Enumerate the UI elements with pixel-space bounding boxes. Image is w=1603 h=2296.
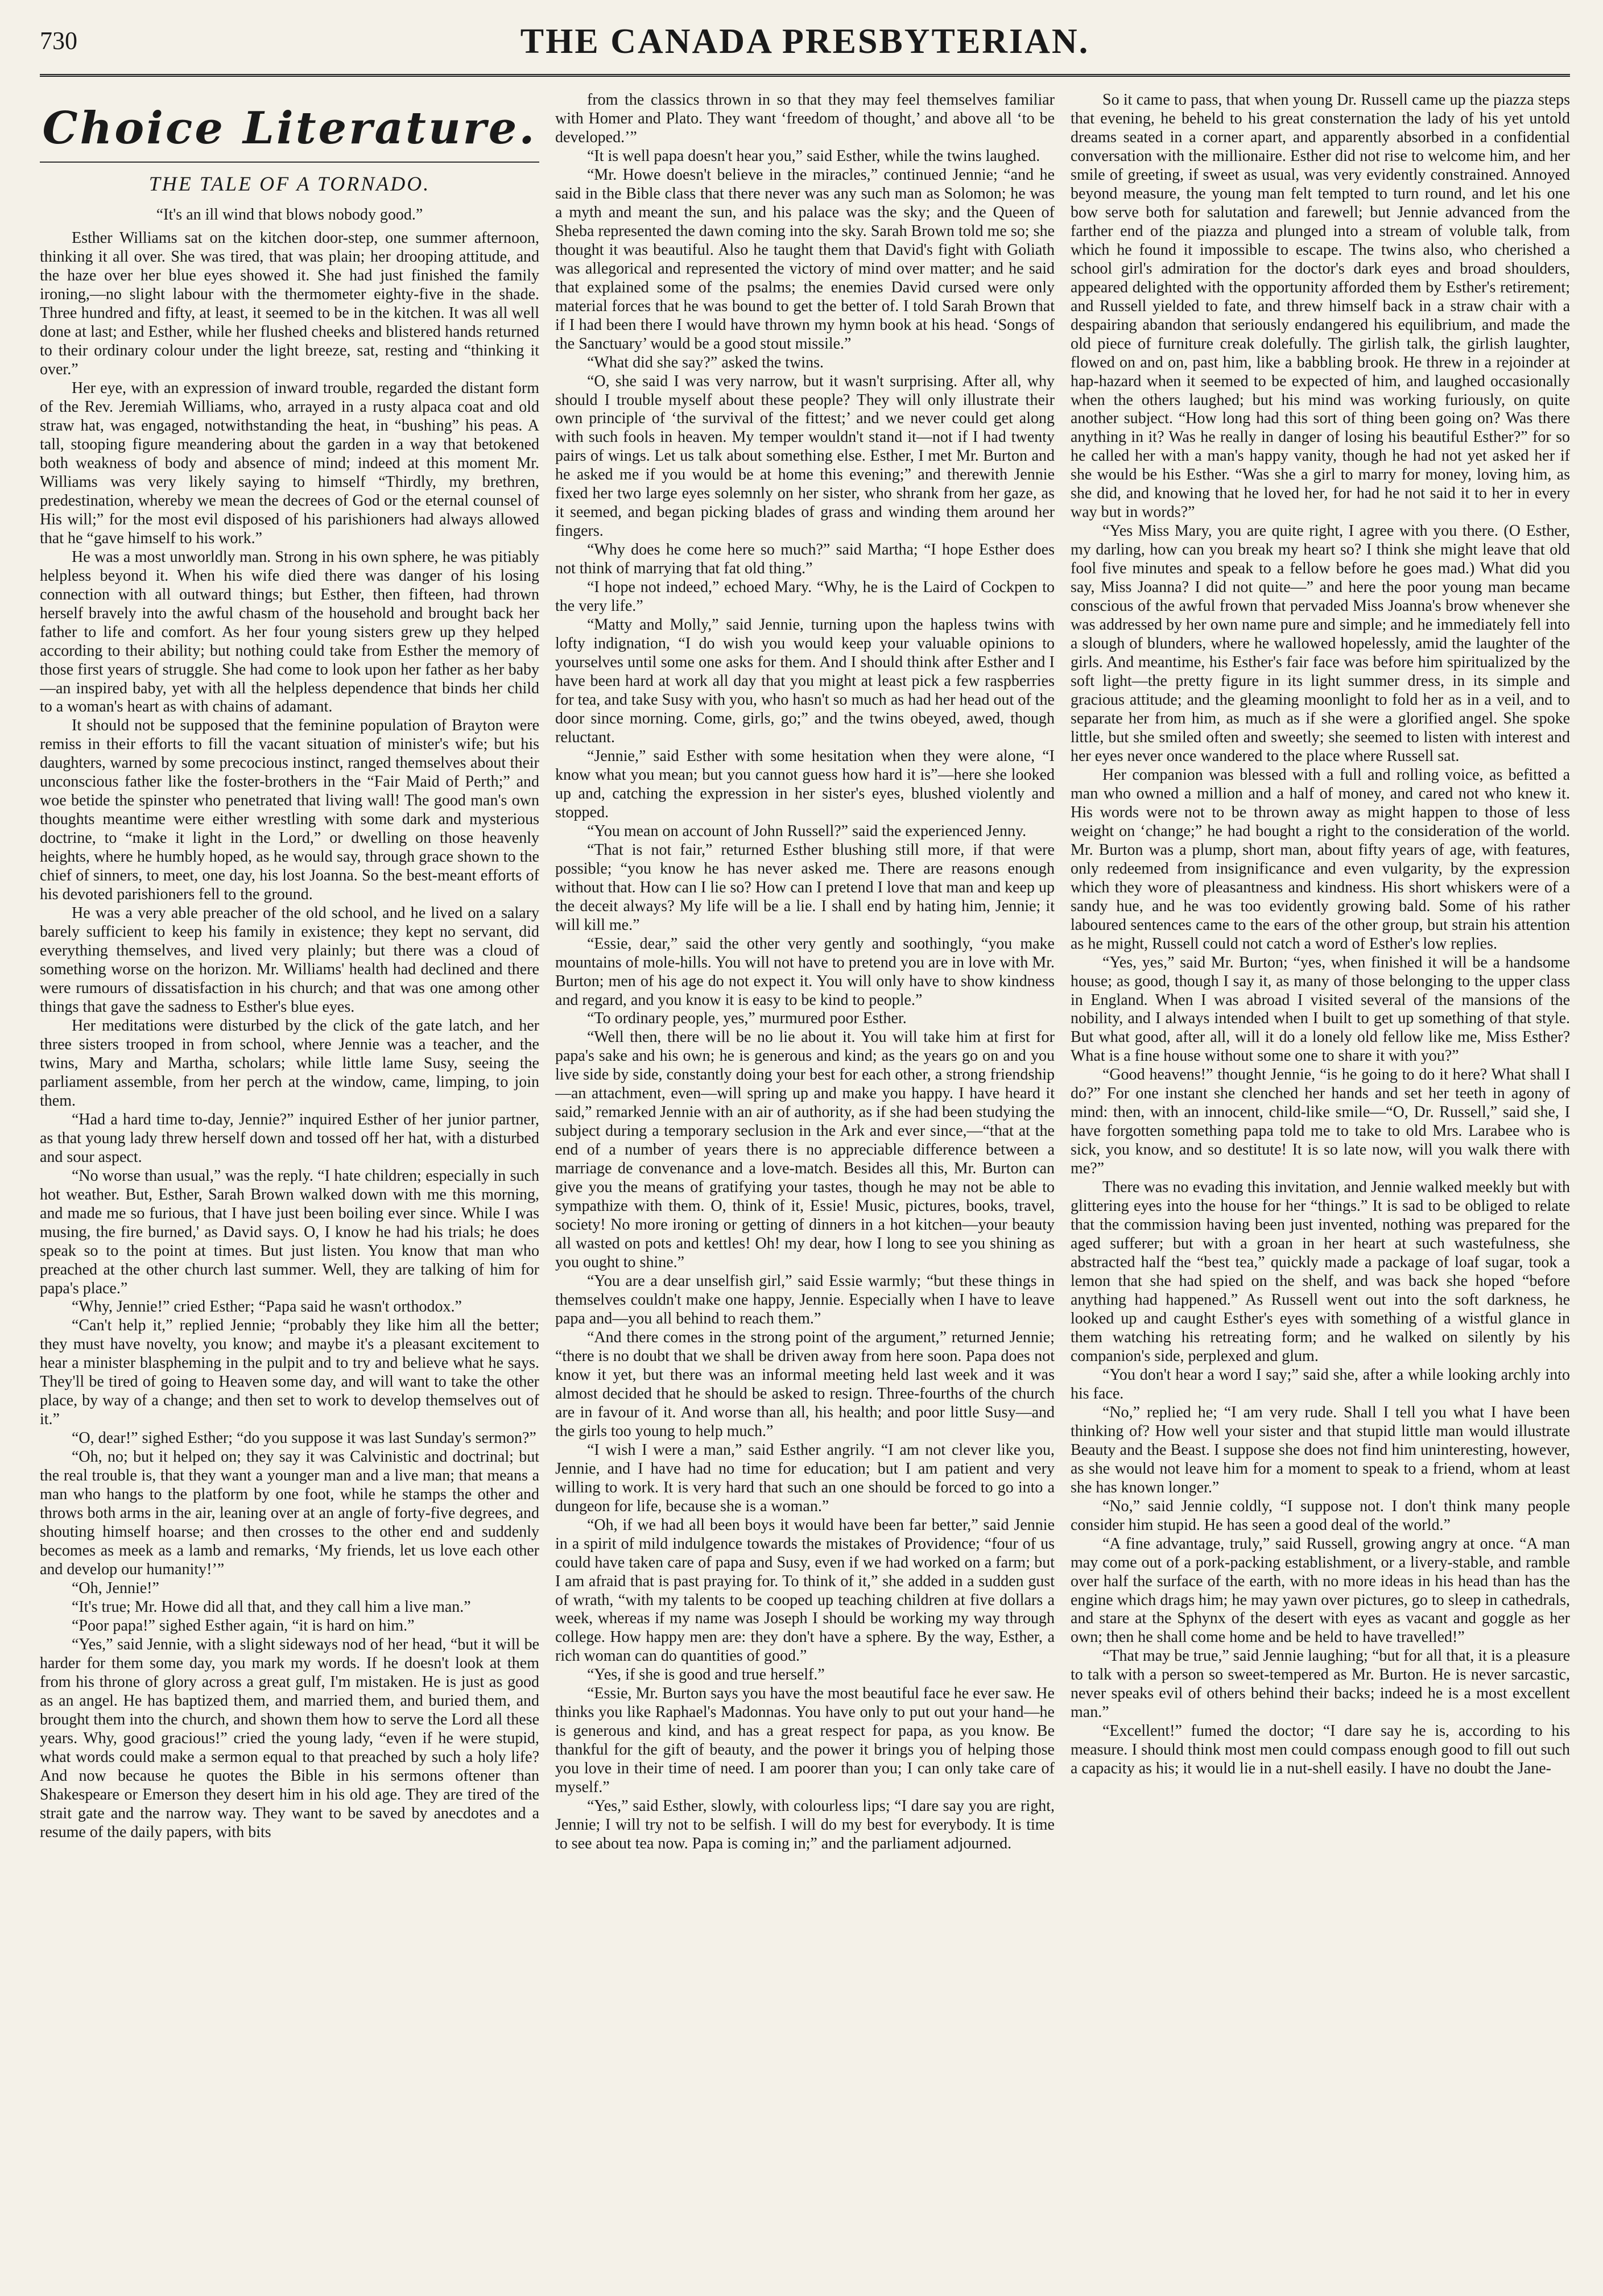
column-1-body bbox=[40, 229, 539, 1842]
paragraph: Esther Williams sat on the kitchen door-step, one summer afternoon, thinking it all over. She was tired, that was plain; her drooping attitude, and the haze over her blue eyes showed it. She had just finished the family ironing,—no slight labour with the thermometer eighty-five in the shade. Three hundred and fifty, at least, it seemed to be in the kitchen. It was all well done at last; and Esther, while her flushed cheeks and blistered hands returned to their ordinary colour under the light breeze, sat, resting and “thinking it over.” bbox=[40, 229, 539, 379]
paragraph: “A fine advantage, truly,” said Russell, growing angry at once. “A man may come out of a pork-packing establishment, or a livery-stable, and ramble over half the surface of the earth, with no more ideas in his head than has the engine which drags him; he may yawn over pictures, go to sleep in cathedrals, and stare at the Sphynx of the desert with eyes as vacant and goggle as her own; then he shall come home and be held to have travelled!” bbox=[1071, 1534, 1570, 1646]
paragraph: “Oh, if we had all been boys it would have been far better,” said Jennie in a spirit of mild indulgence towards the mistakes of Providence; “four of us could have taken care of papa and Susy, even if we had worked on a farm; but I am afraid that is past praying for. To think of it,” she added in a sudden gust of wrath, “with my talents to be cooped up teaching children at five dollars a week, whereas if my name was Joseph I should be working my way through college. How happy men are: they don't have a sphere. By the way, Esther, a rich woman can do quantities of good.” bbox=[555, 1516, 1055, 1665]
paragraph: “Yes, yes,” said Mr. Burton; “yes, when finished it will be a handsome house; as good, though I say it, as many of those belonging to the upper class in England. When I was abroad I visited several of the mansions of the nobility, and I always intended when I built to get up something of that style. But what good, after all, will it do a lonely old fellow like me, Miss Esther? What is a fine house without some one to share it with you?” bbox=[1071, 953, 1570, 1065]
newspaper-page bbox=[40, 11, 1570, 2281]
paragraph: Her meditations were disturbed by the click of the gate latch, and her three sisters trooped in from school, where Jennie was a teacher, and the twins, Mary and Martha, scholars; while little lame Susy, seeing the parliament assemble, from her perch at the window, came, limping, to join them. bbox=[40, 1016, 539, 1110]
paragraph: “Matty and Molly,” said Jennie, turning upon the hapless twins with lofty indignation, “I do wish you would keep your valuable opinions to yourselves until some one asks for them. And I should think after Esther and I have been hard at work all day that you might at least pick a few raspberries for tea, and take Susy with you, who hasn't so much as had her head out of the door since morning. Come, girls, go;” and the twins obeyed, awed, though reluctant. bbox=[555, 616, 1055, 746]
paragraph: “That is not fair,” returned Esther blushing still more, if that were possible; “you know he has never asked me. There are reasons enough without that. How can I lie so? How can I pretend I love that man and keep up the deceit always? My life will be a lie. I shall end by hating him, Jennie; it will kill me.” bbox=[555, 841, 1055, 934]
paragraph: “It is well papa doesn't hear you,” said Esther, while the twins laughed. bbox=[587, 147, 1040, 165]
paragraph: Her companion was blessed with a full and rolling voice, as befitted a man who owned a million and a half of money, and cared not who knew it. His words were not to be thrown away as might happen to those of less weight on ‘change;” he had bought a right to the consideration of the world. Mr. Burton was a plump, short man, about fifty years of age, with features, only redeemed from insignificance and even vulgarity, by the expression which they wore of pleasantness and kindness. His short whiskers were of a sandy hue, and he was too evidently growing bald. Some of his rather laboured sentences came to the ears of the other group, but strain his attention as he might, Russell could not catch a word of Esther's low replies. bbox=[1071, 766, 1570, 953]
paragraph: He was a very able preacher of the old school, and he lived on a salary barely sufficient to keep his family in existence; they kept no servant, did everything themselves, and lived very plainly; but there was a cloud of something worse on the horizon. Mr. Williams' health had declined and there were rumours of dissatisfaction in his church; and that was one among other things that gave the sadness to Esther's blue eyes. bbox=[40, 904, 539, 1016]
paragraph: “Jennie,” said Esther with some hesitation when they were alone, “I know what you mean; but you cannot guess how hard it is”—here she looked up and, catching the expression in her sister's eyes, blushed violently and stopped. bbox=[555, 747, 1055, 821]
paragraph: “I wish I were a man,” said Esther angrily. “I am not clever like you, Jennie, and I have had no time for education; but I am patient and very willing to work. It is very hard that such an one should be forced to go into a dungeon for life, because she is a woman.” bbox=[555, 1441, 1055, 1515]
paragraph: “Why, Jennie!” cried Esther; “Papa said he wasn't orthodox.” bbox=[72, 1298, 462, 1316]
column-2-body bbox=[555, 91, 1055, 1854]
paragraph: So it came to pass, that when young Dr. Russell came up the piazza steps that evening, he beheld to his great consternation the lady of his yet untold dreams seated in a corner apart, and apparently absorbed in a confidential conversation with the millionaire. Esther did not rise to welcome him, and her smile of greeting, if sweet as usual, was very evidently constrained. Annoyed beyond measure, the young man felt tempted to turn round, and let his one bow serve both for salutation and farewell; but Jennie advanced from the farther end of the piazza and plunged into a stream of voluble talk, from which he found it impossible to escape. The twins also, who cherished a school girl's admiration for the doctor's dark eyes and broad shoulders, appeared delighted with the opportunity afforded them by Esther's retirement; and Russell yielded to fate, and threw himself back in a straw chair with a despairing abandon that seriously endangered his equilibrium, and made the old piece of furniture creak dolefully. The girlish talk, the girlish laughter, flowed on and on, past him, like a babbling brook. He threw in a rejoinder at hap-hazard when it seemed to be expected of him, and laughed occasionally when the others laughed; but his mind was working furiously, on quite another subject. “How long had this sort of thing been going on? Was there anything in it? Was he really in danger of losing his beautiful Esther?” for so he called her with a man's happy vanity, though he had not yet asked her if she would be his Esther. “Was she a girl to marry for money, loving him, as she did, and knowing that he loved her, for had he not said it to her in every way but in words?” bbox=[1071, 91, 1570, 522]
paragraph: “That may be true,” said Jennie laughing; “but for all that, it is a pleasure to talk with a person so sweet-tempered as Mr. Burton. He is never sarcastic, never speaks evil of others behind their backs; indeed he is a most excellent man.” bbox=[1071, 1647, 1570, 1722]
paragraph: “Oh, Jennie!” bbox=[72, 1579, 159, 1597]
paragraph: “Excellent!” fumed the doctor; “I dare say he is, according to his measure. I should think most men could compass enough good to fill out such a capacity as his; it would lie in a nut-shell easily. I have no doubt the Jane- bbox=[1071, 1722, 1570, 1778]
paragraph: “No,” replied he; “I am very rude. Shall I tell you what I have been thinking of? How well your sister and that stupid little man would illustrate Beauty and the Beast. I suppose she does not find him uninteresting, however, as she would not leave him for a moment to speak to a friend, whom at least she has known longer.” bbox=[1071, 1403, 1570, 1496]
paragraph: “Yes,” said Esther, slowly, with colourless lips; “I dare say you are right, Jennie; I will try not to be selfish. I will do my best for everybody. It is time to see about tea now. Papa is coming in;” and the parliament adjourned. bbox=[555, 1797, 1055, 1853]
paragraph: “It's true; Mr. Howe did all that, and they call him a live man.” bbox=[72, 1598, 471, 1616]
column-3-body bbox=[1071, 91, 1570, 1778]
paragraph: from the classics thrown in so that they may feel themselves familiar with Homer and Plato. They want ‘freedom of thought,’ and above all ‘to be developed.’” bbox=[555, 91, 1055, 146]
paragraph: “Essie, dear,” said the other very gently and soothingly, “you make mountains of mole-hills. You will not have to pretend you are in love with Mr. Burton; men of his age do not expect it. You will only have to show kindness and regard, and you know it is easy to be kind to people.” bbox=[555, 934, 1055, 1009]
paragraph: “O, she said I was very narrow, but it wasn't surprising. After all, why should I trouble myself about these people? They will only illustrate their own principle of ‘the survival of the fittest;’ and we never could get along with such fools in heaven. My temper wouldn't stand it—not if I had twenty pairs of wings. Let us talk about something else. Esther, I met Mr. Burton and he asked me if you would be at home this evening;” and therewith Jennie fixed her two large eyes solemnly on her sister, who shrank from her gaze, as it seemed, and began picking blades of grass and winding them around her fingers. bbox=[555, 372, 1055, 540]
paragraph: “To ordinary people, yes,” murmured poor Esther. bbox=[587, 1010, 907, 1028]
paragraph: “Yes,” said Jennie, with a slight sideways nod of her head, “but it will be harder for them some day, you mark my words. If he doesn't look at them from his throne of glory across a great gulf, I'm mistaken. He is just as good as an angel. He has baptized them, and married them, and buried them, and brought them into the church, and shown them how to serve the Lord all these years. Why, good gracious!” cried the young lady, “even if he were stupid, what words could make a sermon equal to that preached by such a holy life? And now because he quotes the Bible in his sermons oftener than Shakespeare or Emerson they desert him in his old age. They are tired of the strait gate and the narrow way. They want to be saved by anecdotes and a resume of the daily papers, with bits bbox=[40, 1635, 539, 1841]
masthead: THE CANADA PRESBYTERIAN. bbox=[520, 22, 1090, 61]
paragraph: “I hope not indeed,” echoed Mary. “Why, he is the Laird of Cockpen to the very life.” bbox=[555, 578, 1055, 615]
story-title: THE TALE OF A TORNADO. bbox=[148, 172, 431, 195]
epigraph: “It's an ill wind that blows nobody good.” bbox=[156, 206, 423, 224]
column-3 bbox=[1071, 91, 1570, 2275]
paragraph: “You are a dear unselfish girl,” said Essie warmly; “but these things in themselves couldn't make one happy, Jennie. Especially when I have to leave papa and—you all behind to reach them.” bbox=[555, 1272, 1055, 1327]
paragraph: “Mr. Howe doesn't believe in the miracles,” continued Jennie; “and he said in the Bible class that there never was any such man as Solomon; he was a myth and meant the sun, and his palace was the sky; and the Queen of Sheba represented the dawn coming into the sky. Sarah Brown told me so; she thought it was beautiful. Also he taught them that David's fight with Goliath was allegorical and represented the victory of mind over matter; and he said that explained some of the psalms; the enemies David cursed were only material forces that he was bound to get the better of. I told Sarah Brown that if I had been there I would have thrown my hymn book at his head. ‘Songs of the Sanctuary’ would be a good stout missile.” bbox=[555, 166, 1055, 353]
paragraph: “Can't help it,” replied Jennie; “probably they like him all the better; they must have novelty, you know; and maybe it's a pleasant excitement to hear a minister blaspheming in the pulpit and to try and believe what he says. They'll be tired of going to Heaven some day, and will want to take the other place, by way of a change; and then set to work to develop themselves out of it.” bbox=[40, 1317, 539, 1429]
paragraph: It should not be supposed that the feminine population of Brayton were remiss in their efforts to fill the vacant situation of minister's wife; but his daughters, warned by some precocious instinct, ranged themselves about their unconscious father like the foster-brothers in the “Fair Maid of Perth;” and woe betide the spinster who penetrated that living wall! The good man's own thoughts meantime were either wrestling with some dark and mysterious doctrine, to “make it light in the Lord,” or dwelling on those heavenly heights, where he humbly hoped, as he would say, through grace shown to the chief of sinners, to meet, one day, his lost Joanna. So the best-meant efforts of his devoted parishioners fell to the ground. bbox=[40, 717, 539, 904]
paragraph: Her eye, with an expression of inward trouble, regarded the distant form of the Rev. Jeremiah Williams, who, arrayed in a rusty alpaca coat and old straw hat, was engaged, notwithstanding the heat, in “bushing” his peas. A tall, stooping figure meandering about the garden in a way that betokened both weakness of body and absence of mind; indeed at this moment Mr. Williams was very likely saying to himself “Thirdly, my brethren, predestination, whereby we mean the decrees of God or the eternal counsel of His will;” for the most evil disposed of his parishioners had always allowed that he “gave himself to his work.” bbox=[40, 379, 539, 547]
paragraph: “Yes, if she is good and true herself.” bbox=[587, 1666, 825, 1684]
paragraph: “Oh, no; but it helped on; they say it was Calvinistic and doctrinal; but the real trouble is, that they want a younger man and a live man; that means a man who hangs to the platform by one foot, while he stamps the other and throws both arms in the air, leaning over at an angle of forty-five degrees, and shouting himself hoarse; and then crosses to the other end and suddenly becomes as meek as a lamb and remarks, ‘My friends, let us love each other and develop our humanity!’” bbox=[40, 1448, 539, 1579]
paragraph: He was a most unworldly man. Strong in his own sphere, he was pitiably helpless beyond it. When his wife died there was danger of his losing connection with all outward things; but Esther, then fifteen, had thrown herself bravely into the awful chasm of the household and brought back her father to life and comfort. As her four young sisters grew up they helped according to their ability; but nothing could take from Esther the memory of those first years of struggle. She had come to look upon her father as her baby—an inspired baby, yet with all the helpless dependence that binds her child to a woman's heart as with chains of adamant. bbox=[40, 548, 539, 716]
paragraph: “And there comes in the strong point of the argument,” returned Jennie; “there is no doubt that we shall be driven away from here soon. Papa does not know it yet, but there was an informal meeting held last week and it was almost decided that he should be asked to resign. Three-fourths of the church are in favour of it. And worse than all, his health; and poor little Susy—and the girls too young to help much.” bbox=[555, 1328, 1055, 1440]
paragraph: There was no evading this invitation, and Jennie walked meekly but with glittering eyes into the house for her “things.” It is sad to be obliged to relate that the commission having been just invented, nothing was prepared for the aged sufferer; but with a groan in her heart at such wastefulness, she abstracted half the “best tea,” quickly made a package of loaf sugar, took a lemon that she had spied on the shelf, and was back she hoped “before anything had happened.” As Russell went out into the soft darkness, he looked up and caught Esther's eyes with something of a wistful glance in them watching his retreating form; and he walked on silently by his companion's side, perplexed and glum. bbox=[1071, 1178, 1570, 1365]
paragraph: “You mean on account of John Russell?” said the experienced Jenny. bbox=[587, 822, 1027, 840]
column-1 bbox=[40, 91, 539, 2275]
paragraph: “What did she say?” asked the twins. bbox=[587, 353, 824, 371]
paragraph: “No worse than usual,” was the reply. “I hate children; especially in such hot weather. But, Esther, Sarah Brown walked down with me this morning, and made me so furious, that I have just been boiling ever since. While I was musing, the fire burned,' as David says. O, I know he had his trials; he does speak so to the point at times. But just listen. You know that man who preached at the other church last summer. Well, they are talking of him for papa's place.” bbox=[40, 1166, 539, 1297]
title-rule bbox=[40, 162, 539, 163]
paragraph: “Good heavens!” thought Jennie, “is he going to do it here? What shall I do?” For one instant she clenched her hands and set her teeth in agony of mind: then, with an innocent, child-like smile—“O, Dr. Russell,” said she, I have forgotten something papa told me to take to old Mrs. Larabee who is sick, you know, and so destitute! It is so late now, will you walk there with me?” bbox=[1071, 1066, 1570, 1178]
paragraph: “No,” said Jennie coldly, “I suppose not. I don't think many people consider him stupid. He has seen a good deal of the world.” bbox=[1071, 1497, 1570, 1534]
paragraph: “Why does he come here so much?” said Martha; “I hope Esther does not think of marrying that fat old thing.” bbox=[555, 541, 1055, 578]
paragraph: “O, dear!” sighed Esther; “do you suppose it was last Sunday's sermon?” bbox=[72, 1429, 536, 1447]
page-number: 730 bbox=[40, 27, 77, 55]
paragraph: “Yes Miss Mary, you are quite right, I agree with you there. (O Esther, my darling, how can you break my heart so? I think she might leave that old fool five minutes and speak to a fellow before he goes mad.) What did you say, Miss Joanna? I did not quite—” and here the poor young man became conscious of the awful frown that pervaded Miss Joanna's brow whenever she was addressed by her own name pure and simple; and he immediately fell into a slough of blunders, where he wallowed hopelessly, amid the laughter of the girls. And meantime, his Esther's fair face was before him spiritualized by the soft light—the pretty figure in its light summer dress, in its simple and gracious attitude; and the gleaming moonlight to fold her as in a veil, and to separate her from him, as much as if she were a glorified angel. She spoke little, but she smiled often and sweetly; she seemed to listen with interest and her eyes never once wandered to the place where Russell sat. bbox=[1071, 522, 1570, 765]
paragraph: “Essie, Mr. Burton says you have the most beautiful face he ever saw. He thinks you like Raphael's Madonnas. You have only to put out your hand—he is generous and kind, and has a great respect for papa, as you know. Be thankful for the gift of beauty, and the power it brings you of helping those you love in their time of need. I am poorer than you; I can only take care of myself.” bbox=[555, 1685, 1055, 1797]
section-title: Choice Literature. bbox=[42, 102, 537, 154]
text-columns bbox=[40, 91, 1570, 2275]
paragraph: “You don't hear a word I say;” said she, after a while looking archly into his face. bbox=[1071, 1366, 1570, 1403]
paragraph: “Had a hard time to-day, Jennie?” inquired Esther of her junior partner, as that young lady threw herself down and tossed off her hat, with a disturbed and sour aspect. bbox=[40, 1110, 539, 1166]
page-header bbox=[40, 11, 1570, 77]
paragraph: “Poor papa!” sighed Esther again, “it is hard on him.” bbox=[72, 1616, 415, 1635]
column-2 bbox=[555, 91, 1055, 2275]
paragraph: “Well then, there will be no lie about it. You will take him at first for papa's sake and his own; he is generous and kind; as the years go on and you live side by side, constantly doing your best for each other, a strong friendship—an attachment, even—will spring up and make you happy. I have heard it said,” remarked Jennie with an air of authority, as if she had been studying the subject during a temporary seclusion in the Ark and ever since,—“that at the end of a number of years there is no appreciable difference between a marriage de convenance and a love-match. Besides all this, Mr. Burton can give you the means of gratifying your tastes, though he may not be able to sympathize with them. O, think of it, Essie! Music, pictures, books, travel, society! No more ironing or getting of dinners in a hot kitchen—your beauty all wasted on pots and kettles! Oh! my dear, how I long to see you shining as you ought to shine.” bbox=[555, 1028, 1055, 1272]
